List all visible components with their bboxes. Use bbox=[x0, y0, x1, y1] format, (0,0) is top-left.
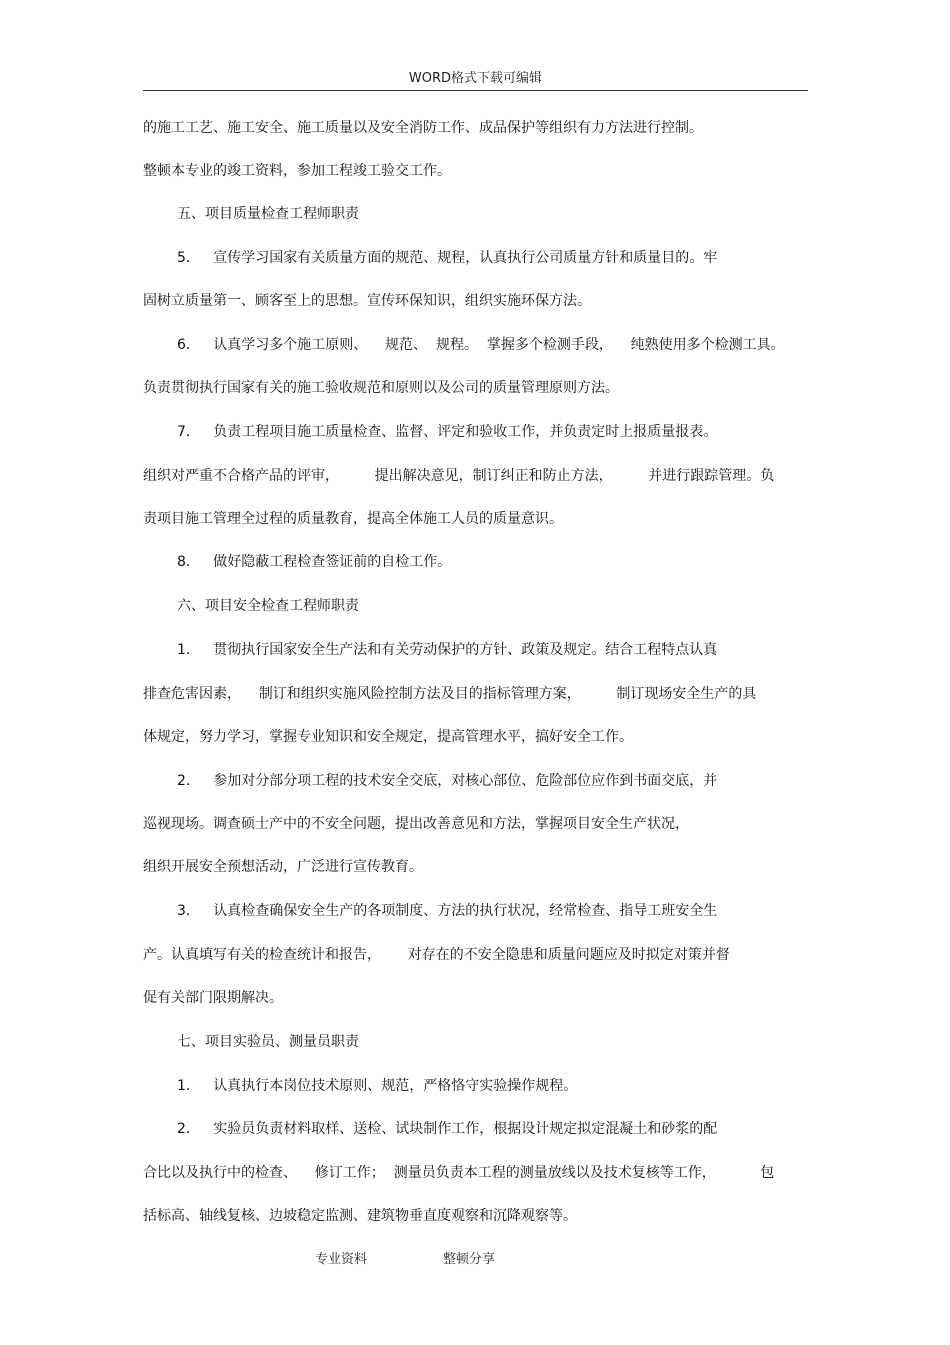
footer-left: 专业资料 bbox=[315, 1252, 368, 1267]
text-line: 合比以及执行中的检查、 修订工作； 测量员负责本工程的测量放线以及技术复核等工作， 包 bbox=[143, 1165, 775, 1181]
list-item: 5． 宣传学习国家有关质量方面的规范、规程，认真执行公司质量方针和质量目的。牢 bbox=[177, 250, 718, 266]
list-item: 2． 实验员负责材料取样、送检、试块制作工作，根据设计规定拟定混凝土和砂浆的配 bbox=[177, 1121, 718, 1137]
list-item: 8． 做好隐蔽工程检查签证前的自检工作。 bbox=[177, 554, 452, 570]
footer-right: 整顿分享 bbox=[443, 1252, 496, 1267]
text-line: 体规定，努力学习，掌握专业知识和安全规定，提高管理水平，搞好安全工作。 bbox=[143, 729, 633, 745]
text-line: 巡视现场。调查硕士产中的不安全问题，提出改善意见和方法，掌握项目安全生产状况， bbox=[143, 816, 689, 832]
text-line: 括标高、轴线复核、边坡稳定监测、建筑物垂直度观察和沉降观察等。 bbox=[143, 1208, 577, 1224]
text-line: 排查危害因素， 制订和组织实施风险控制方法及目的指标管理方案， 制订现场安全生产的具 bbox=[143, 686, 757, 702]
list-item: 1． 贯彻执行国家安全生产法和有关劳动保护的方针、政策及规定。结合工程特点认真 bbox=[177, 642, 718, 658]
section-heading: 五、项目质量检查工程师职责 bbox=[177, 206, 359, 222]
text-line: 责项目施工管理全过程的质量教育，提高全体施工人员的质量意识。 bbox=[143, 511, 563, 527]
list-item: 6． 认真学习多个施工原则、 规范、 规程。 掌握多个检测手段， 纯熟使用多个检测工具。 bbox=[177, 337, 785, 353]
text-line: 组织对严重不合格产品的评审， 提出解决意见，制订纠正和防止方法， 并进行跟踪管理。负 bbox=[143, 468, 775, 484]
header-rule bbox=[143, 90, 808, 91]
text-line: 整顿本专业的竣工资料，参加工程竣工验交工作。 bbox=[143, 163, 451, 179]
text-line: 组织开展安全预想活动，广泛进行宣传教育。 bbox=[143, 859, 423, 875]
list-item: 1． 认真执行本岗位技术原则、规范，严格恪守实验操作规程。 bbox=[177, 1078, 578, 1094]
text-line: 负责贯彻执行国家有关的施工验收规范和原则以及公司的质量管理原则方法。 bbox=[143, 380, 619, 396]
list-item: 3． 认真检查确保安全生产的各项制度、方法的执行状况，经常检查、指导工班安全生 bbox=[177, 903, 718, 919]
section-heading: 七、项目实验员、测量员职责 bbox=[177, 1034, 359, 1050]
text-line: 产。认真填写有关的检查统计和报告， 对存在的不安全隐患和质量问题应及时拟定对策并督 bbox=[143, 947, 730, 963]
list-item: 2． 参加对分部分项工程的技术安全交底，对核心部位、危险部位应作到书面交底，并 bbox=[177, 773, 718, 789]
page-header: WORD格式下载可编辑 bbox=[408, 71, 543, 86]
list-item: 7． 负责工程项目施工质量检查、监督、评定和验收工作，并负责定时上报质量报表。 bbox=[177, 424, 718, 440]
text-line: 固树立质量第一、顾客至上的思想。宣传环保知识，组织实施环保方法。 bbox=[143, 293, 591, 309]
text-line: 的施工工艺、施工安全、施工质量以及安全消防工作、成品保护等组织有力方法进行控制。 bbox=[143, 120, 703, 136]
section-heading: 六、项目安全检查工程师职责 bbox=[177, 598, 359, 614]
text-line: 促有关部门限期解决。 bbox=[143, 990, 283, 1006]
